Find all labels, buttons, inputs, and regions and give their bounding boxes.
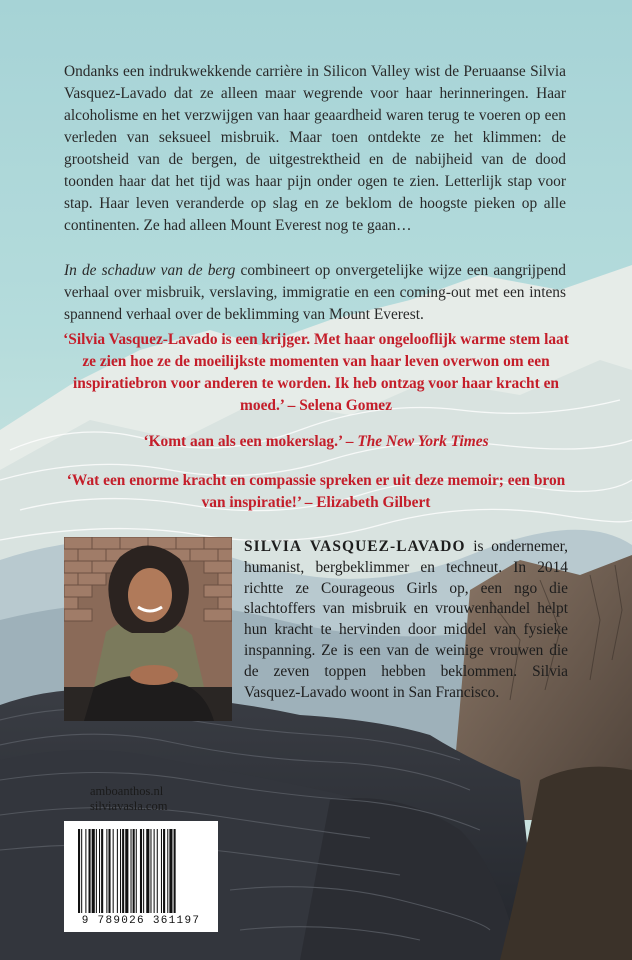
quote-elizabeth-gilbert (60, 470, 572, 514)
barcode-bars (64, 821, 218, 917)
isbn-number: 9 789026 361197 (81, 915, 201, 927)
publisher-website[interactable]: amboanthos.nl (90, 784, 164, 798)
quote-source: The New York Times (357, 433, 489, 450)
blurb-paragraph-1: Ondanks een indrukwekkende carrière in Silicon Valley wist de Peruaanse Silvia Vasquez-Lavado dat ze alleen maar wegrende voor haar herinneringen. Haar alcoholisme en het verzwijgen van haar geaardheid waren terug te voeren op een verleden van seksueel misbruik. Maar toen ontdekte ze het klimmen: de grootsheid van de bergen, de uitgestrektheid en de nabijheid van de dood toonden haar dat het tijd was haar pijn onder ogen te zien. Letterlijk stap voor stap. Haar leven veranderde op slag en ze beklom de hoogste pieken op alle continenten. Ze had alleen Mount Everest nog te gaan… (64, 63, 566, 234)
quote-text: ‘Silvia Vasquez-Lavado is een krijger. Met haar ongelooflijk warme stem laat ze zien hoe ze de moeilijkste momenten van haar leven overwon om een inspiratiebron voor anderen te worden. Ik heb ontzag voor haar kracht en moed.’ (63, 331, 569, 414)
author-name: SILVIA VASQUEZ-LAVADO (244, 538, 466, 555)
book-blurb (64, 61, 566, 237)
isbn-barcode (64, 821, 218, 932)
blurb-paragraph-2: combineert op onvergetelijke wijze een aangrijpend verhaal over misbruik, verslaving, immigratie en een coming-out met een intens spannend verhaal over de beklimming van Mount Everest. (64, 262, 566, 323)
author-bio-text: is ondernemer, humanist, bergbeklimmer en techneut. In 2014 richtte ze Courageous Girls op, een ngo die slachtoffers van misbruik en vrouwenhandel helpt hun kracht te hervinden door middel van fysieke inspanning. Ze is een van de weinige vrouwen die de zeven toppen hebben beklommen. Silvia Vasquez-Lavado woont in San Francisco. (244, 538, 568, 701)
quote-source: – Selena Gomez (283, 397, 392, 414)
quote-selena-gomez (60, 329, 572, 417)
author-website[interactable]: silviavasla.com (90, 799, 168, 813)
quote-text: ‘Wat een enorme kracht en compassie spreken er uit deze memoir; een bron van inspiratie!’ – Elizabeth Gilbert (66, 472, 566, 511)
author-bio (244, 537, 568, 703)
quote-text: ‘Komt aan als een mokerslag.’ – (143, 433, 358, 450)
author-photo (64, 537, 232, 721)
quote-new-york-times (60, 431, 572, 453)
book-blurb-2 (64, 260, 566, 326)
book-title: In de schaduw van de berg (64, 262, 236, 279)
